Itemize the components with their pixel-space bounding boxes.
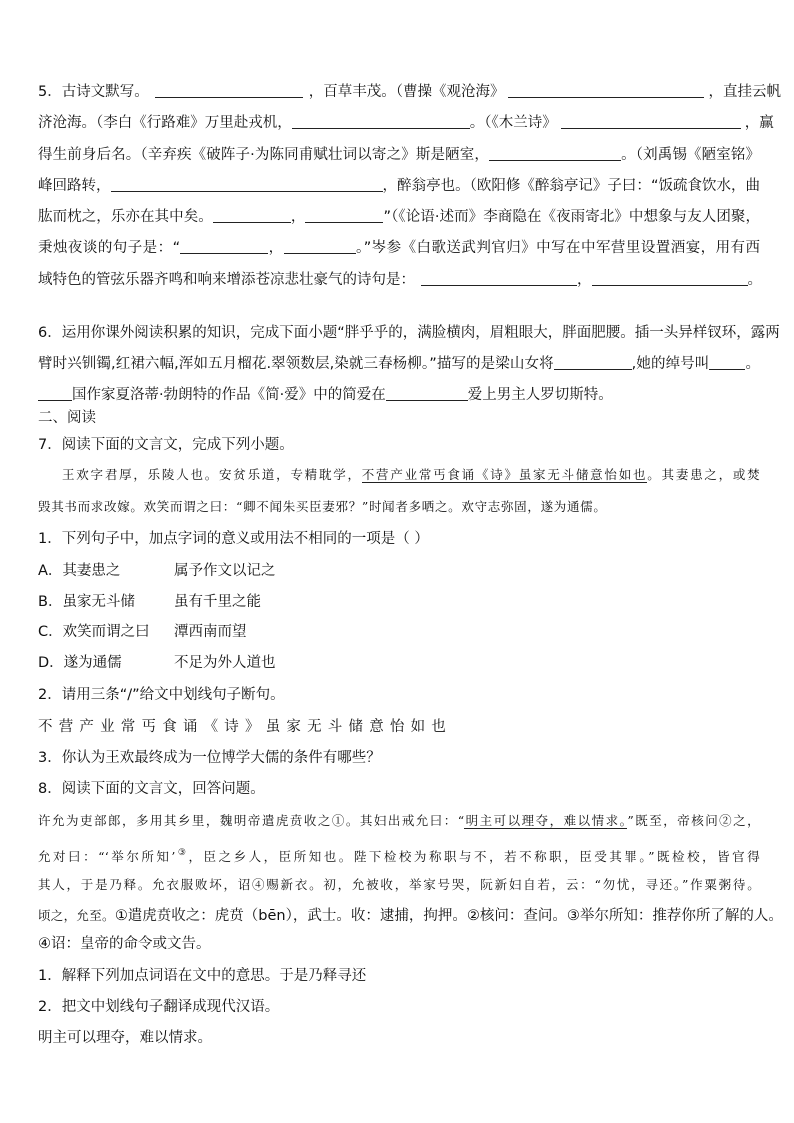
q5-line-2 (38, 113, 774, 133)
q8-passage-line-3: 其人，于是乃释。允衣服败坏，诏④赐新衣。初，允被收，举家号哭，阮新妇自若，云：“勿忧，寻还。”作粟粥待。 (38, 877, 760, 892)
q8-footnote-4: ④诏：皇帝的命令或文告。 (38, 936, 211, 952)
q5-line-7 (38, 270, 760, 290)
q7-subquestion-3: 3．你认为王欢最终成为一位博学大儒的条件有哪些？ (38, 750, 381, 766)
q8-heading: 8．阅读下面的文言文，回答问题。 (38, 781, 265, 797)
q5-line-6 (38, 238, 760, 258)
q8-passage-line-1 (38, 811, 760, 831)
q6-text: 。 (745, 356, 761, 372)
option-left: D．遂为通儒 (38, 655, 122, 671)
option-left: A．其妻患之 (38, 563, 121, 579)
q5-text: 秉烛夜谈的句子是：“ (38, 240, 181, 256)
passage-text: ，臣之乡人，臣所知也。陛下检校为称职与不，若不称职，臣受其罪。”既检校，皆官得 (188, 849, 760, 864)
q5-text: ，赢 (744, 115, 774, 131)
passage-text: 顷之，允至。 (38, 908, 115, 923)
q5-text: 域特色的管弦乐器齐鸣和响来增添苍凉悲壮豪气的诗句是： (38, 272, 415, 288)
q6-text: ,她的绰号叫 (631, 356, 710, 372)
q7-passage-line-1 (62, 465, 760, 485)
answer-blank (421, 270, 577, 286)
answer-blank (554, 354, 632, 370)
q8-passage-line-2 (38, 843, 760, 867)
q5-text: ”（《论语·述而》李商隐在《夜雨寄北》中想象与友人团聚， (383, 209, 760, 225)
option-d (38, 653, 276, 673)
q5-text: 。（《木兰诗》 (469, 115, 557, 131)
passage-text: 许允为吏部郎，多用其乡里，魏明帝遣虎贲收之①。其妇出戒允曰：“ (38, 813, 465, 828)
answer-blank (305, 207, 383, 223)
q5-text: ， (577, 272, 592, 288)
q8-subquestion-1: 1．解释下列加点词语在文中的意思。于是乃释寻还 (38, 968, 367, 984)
q6-text: 国作家夏洛蒂·勃朗特的作品《简·爱》中的简爱在 (72, 387, 386, 403)
q6-text: 爱上男主人罗切斯特。 (467, 387, 613, 403)
answer-blank (284, 238, 356, 254)
passage-text: 王欢字君厚，乐陵人也。安贫乐道，专精耽学， (62, 467, 362, 482)
q8-subquestion-2: 2．把文中划线句子翻译成现代汉语。 (38, 999, 280, 1015)
q7-subquestion-2: 2．请用三条“/”给文中划线句子断句。 (38, 687, 285, 703)
q5-text: 峰回路转， (38, 178, 111, 194)
answer-blank (180, 238, 268, 254)
q5-line-4 (38, 176, 760, 196)
answer-blank (508, 82, 704, 98)
q5-line-3 (38, 145, 760, 165)
answer-blank (489, 145, 621, 161)
q7-passage-line-2: 毁其书而求改嫁。欢笑而谓之曰：“卿不闻朱买臣妻邪？”时闻者多哂之。欢守志弥固，遂为通儒。 (38, 499, 607, 514)
passage-text: ”既至，帝核问②之， (627, 813, 760, 828)
passage-text: 允对曰：“‘举尔所知’ (38, 849, 176, 864)
answer-blank (561, 113, 741, 129)
footnote-marker: ③ (175, 848, 189, 858)
answer-blank (592, 270, 748, 286)
option-right: 潭西南而望 (174, 624, 247, 640)
q6-line-1: 6．运用你课外阅读积累的知识，完成下面小题“胖乎乎的，满脸横肉，眉粗眼大，胖面肥腰。插一头异样钗环，露两 (38, 325, 780, 341)
q6-line-3 (38, 385, 760, 405)
answer-blank (38, 385, 72, 401)
q7-subquestion-1: 1．下列句子中，加点字词的意义或用法不相同的一项是（ ） (38, 531, 429, 547)
q5-line-1 (38, 82, 781, 102)
option-b (38, 592, 261, 612)
q5-text: 。”岑参《白歌送武判官归》中写在中军营里设置酒宴，用有西 (355, 240, 761, 256)
option-left: C．欢笑而谓之曰 (38, 624, 150, 640)
q8-translate-sentence: 明主可以理夺，难以情求。 (38, 1030, 212, 1046)
passage-text: 。其妻患之，或焚 (647, 467, 760, 482)
option-right: 虽有千里之能 (174, 594, 261, 610)
option-right: 属予作文以记之 (174, 563, 276, 579)
q5-text: 得生前身后名。（辛弃疾《破阵子·为陈同甫赋壮词以寄之》斯是陋室， (38, 147, 489, 163)
answer-blank (386, 385, 468, 401)
q5-text: 。 (747, 272, 762, 288)
answer-blank (292, 113, 470, 129)
q5-text: ，醉翁亭也。（欧阳修《醉翁亭记》子曰：“饭疏食饮水，曲 (382, 178, 761, 194)
option-a (38, 561, 276, 581)
q5-line-5 (38, 207, 760, 227)
q5-text: ， (268, 240, 284, 256)
answer-blank (213, 207, 291, 223)
q5-text: 。（刘禹锡《陋室铭》 (620, 147, 761, 163)
q7-punctuation-sentence: 不营产业常丐食诵《诗》虽家无斗储意怡如也 (38, 719, 452, 735)
q5-text: 肱而枕之，乐亦在其中矣。 (38, 209, 213, 225)
q5-text: ，百草丰茂。（曹操《观沧海》 (308, 84, 505, 100)
underlined-sentence: 不营产业常丐食诵《诗》虽家无斗储意怡如也 (361, 467, 648, 482)
q7-heading: 7．阅读下面的文言文，完成下列小题。 (38, 437, 294, 453)
footnotes: ①遣虎贲收之：虎贲（bēn），武士。收：逮捕，拘押。②核问：查问。③举尔所知：推荐你所了解的人。 (114, 908, 783, 924)
q6-text: 臂时兴钏镯,红裙六幅,浑如五月榴花.翠领数层,染就三春杨柳。”描写的是梁山女将 (38, 356, 554, 372)
answer-blank (155, 82, 303, 98)
q5-text: ， (290, 209, 306, 225)
answer-blank (709, 354, 745, 370)
section-title: 二、阅读 (38, 410, 96, 426)
option-c (38, 622, 247, 642)
q8-passage-line-4 (38, 906, 783, 926)
option-left: B．虽家无斗储 (38, 594, 135, 610)
answer-blank (111, 176, 383, 192)
q6-line-2 (38, 354, 760, 374)
q5-text: ，直挂云帆 (708, 84, 781, 100)
q5-text: 5．古诗文默写。 (38, 84, 149, 100)
option-right: 不足为外人道也 (174, 655, 276, 671)
underlined-sentence: 明主可以理夺，难以情求。 (464, 813, 628, 828)
q5-text: 济沧海。（李白《行路难》万里赴戎机， (38, 115, 292, 131)
